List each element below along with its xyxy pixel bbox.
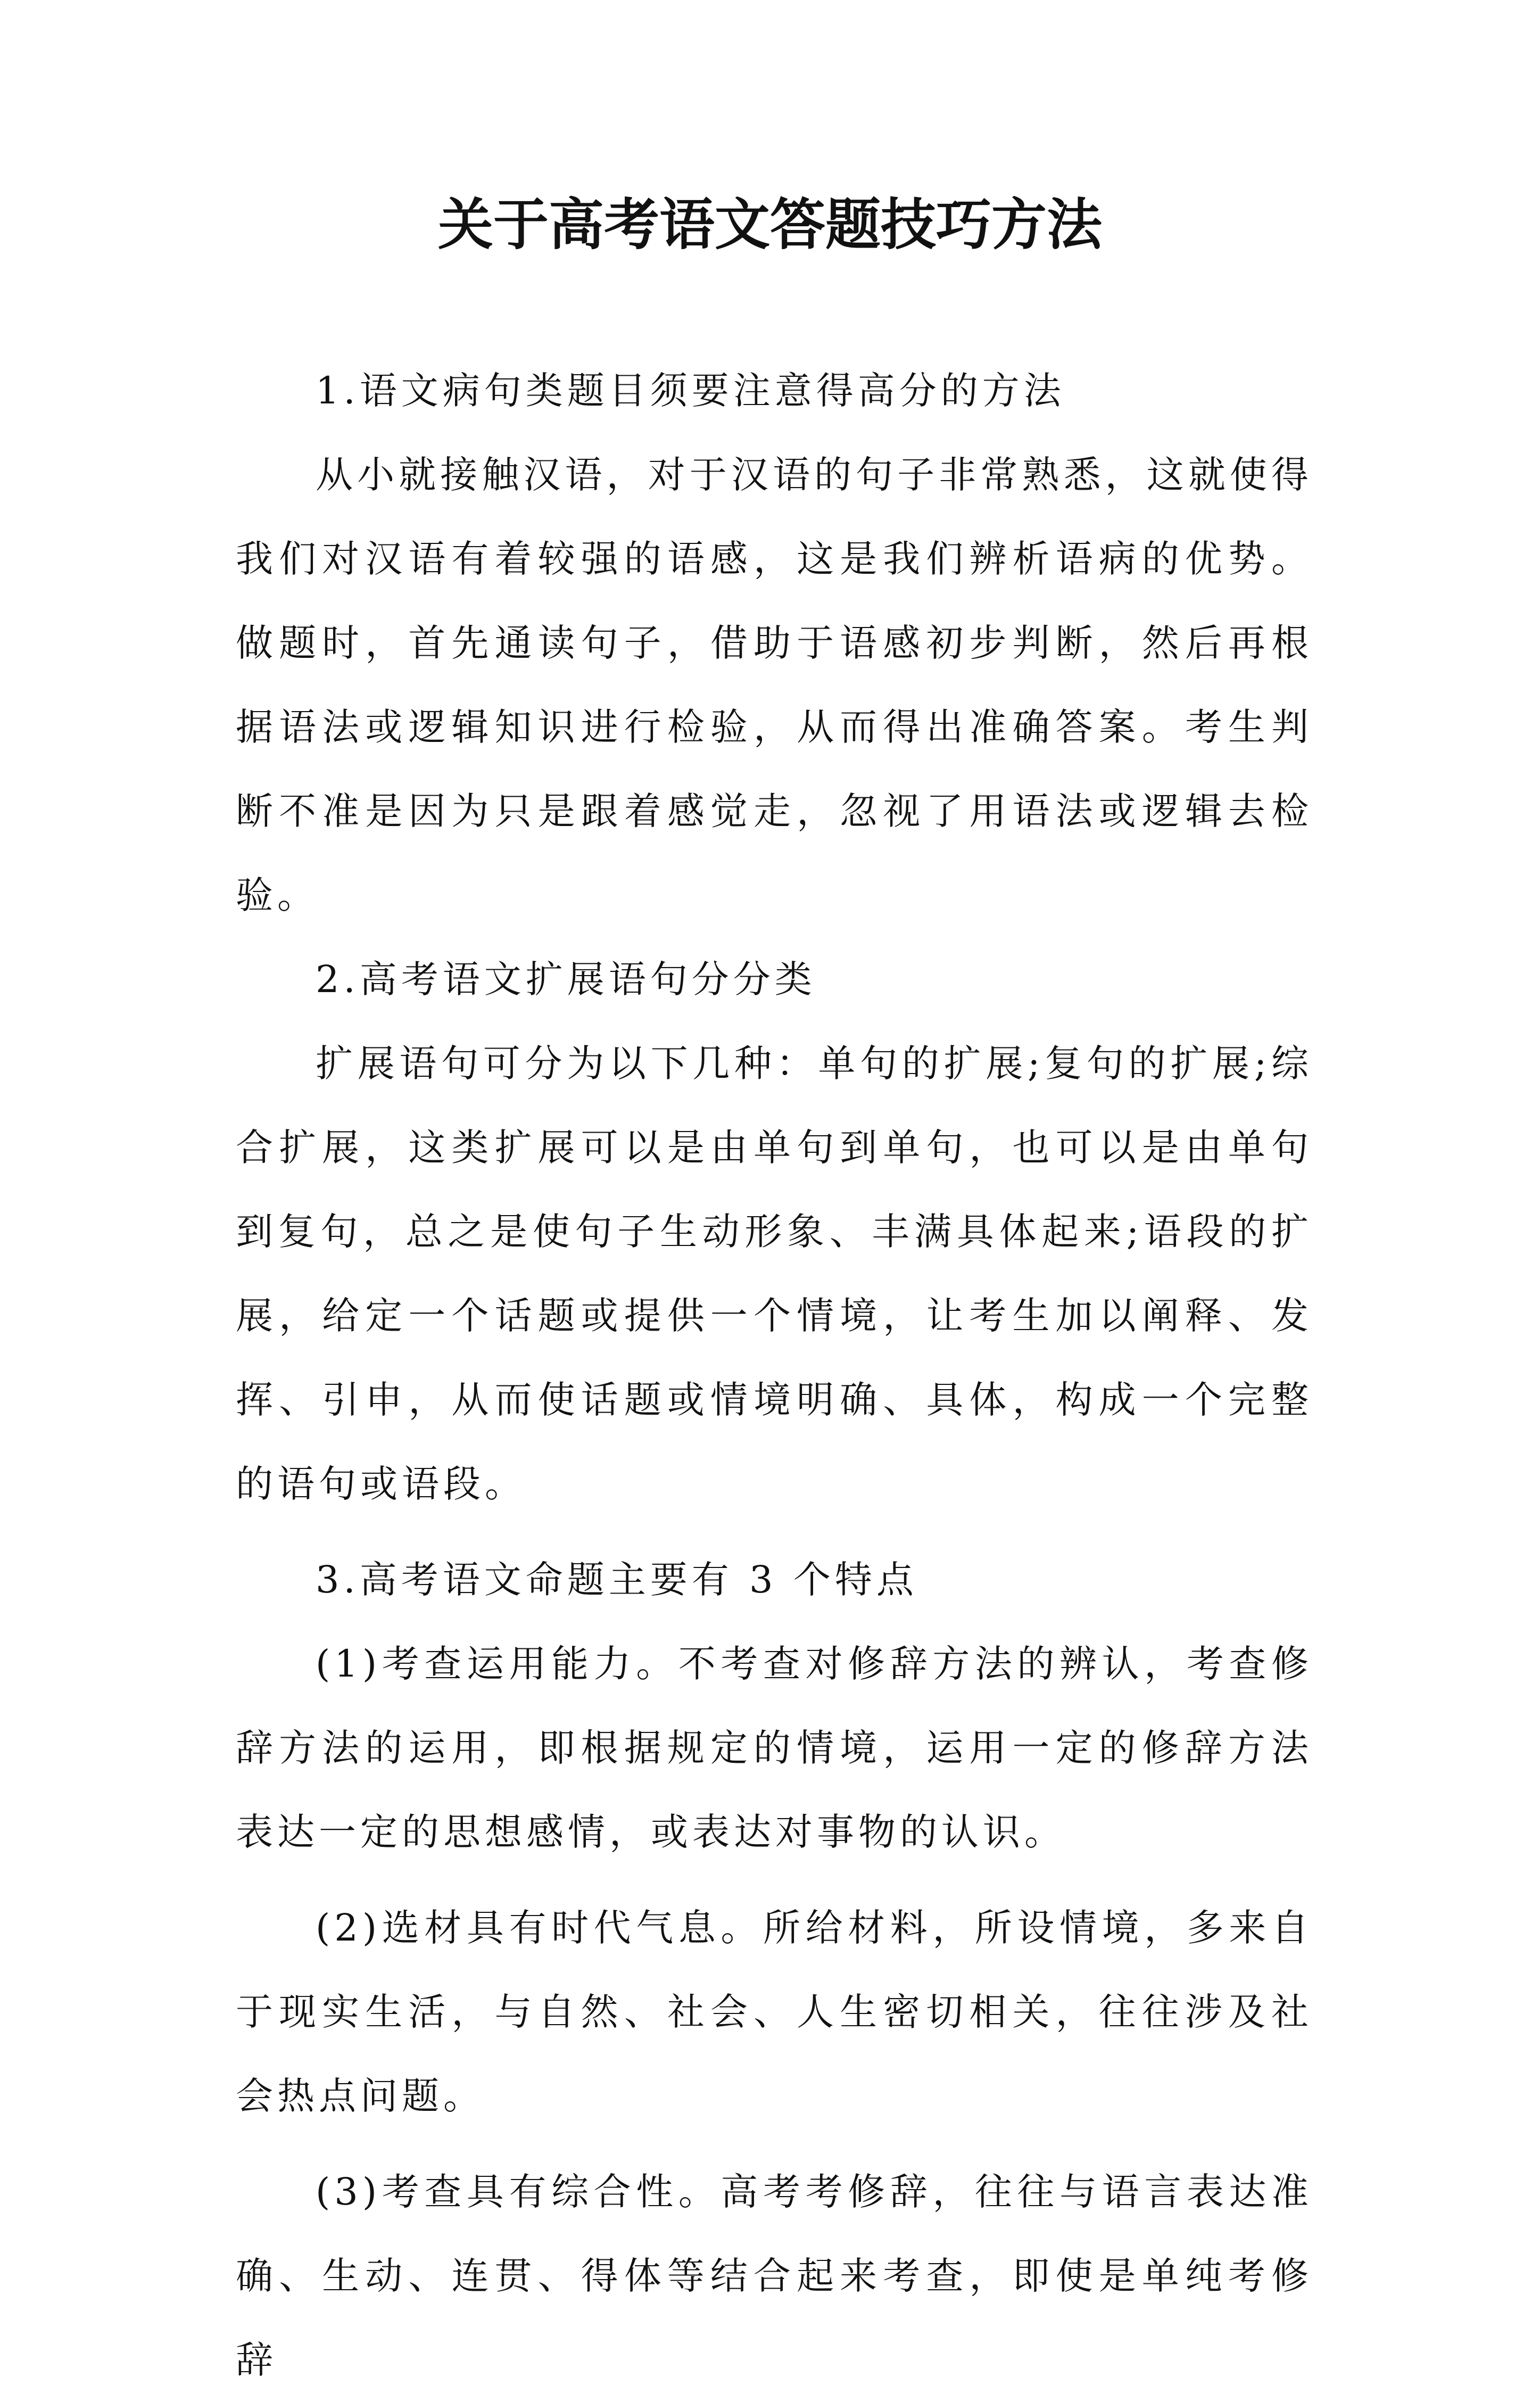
- point-1: (1)考查运用能力。不考查对修辞方法的辨认，考查修辞方法的运用，即根据规定的情境，运用一定的修辞方法表达一定的思想感情，或表达对事物的认识。: [236, 1642, 1313, 1854]
- heading-3: 3.高考语文命题主要有 3 个特点: [316, 1558, 918, 1602]
- heading-1: 1.语文病句类题目须要注意得高分的方法: [316, 369, 1065, 412]
- paragraph-1: 从小就接触汉语，对于汉语的句子非常熟悉，这就使得我们对汉语有着较强的语感，这是我们辨析语病的优势。做题时，首先通读句子，借助于语感初步判断，然后再根据语法或逻辑知识进行检验，从而得出准确答案。考生判断不准是因为只是跟着感觉走，忽视了用语法或逻辑去检验。: [236, 453, 1313, 917]
- point-3: (3)考查具有综合性。高考考修辞，往往与语言表达准确、生动、连贯、得体等结合起来考查，即使是单纯考修辞: [236, 2170, 1313, 2382]
- paragraph-2: 扩展语句可分为以下几种：单句的扩展;复句的扩展;综合扩展，这类扩展可以是由单句到单句，也可以是由单句到复句，总之是使句子生动形象、丰满具体起来;语段的扩展，给定一个话题或提供一个情境，让考生加以阐释、发挥、引申，从而使话题或情境明确、具体，构成一个完整的语句或语段。: [236, 1042, 1313, 1506]
- document-body: [236, 349, 1313, 2402]
- heading-2: 2.高考语文扩展语句分分类: [316, 958, 816, 1001]
- point-2: (2)选材具有时代气息。所给材料，所设情境，多来自于现实生活，与自然、社会、人生密切相关，往往涉及社会热点问题。: [236, 1906, 1313, 2118]
- document-title: 关于高考语文答题技巧方法: [437, 192, 1102, 257]
